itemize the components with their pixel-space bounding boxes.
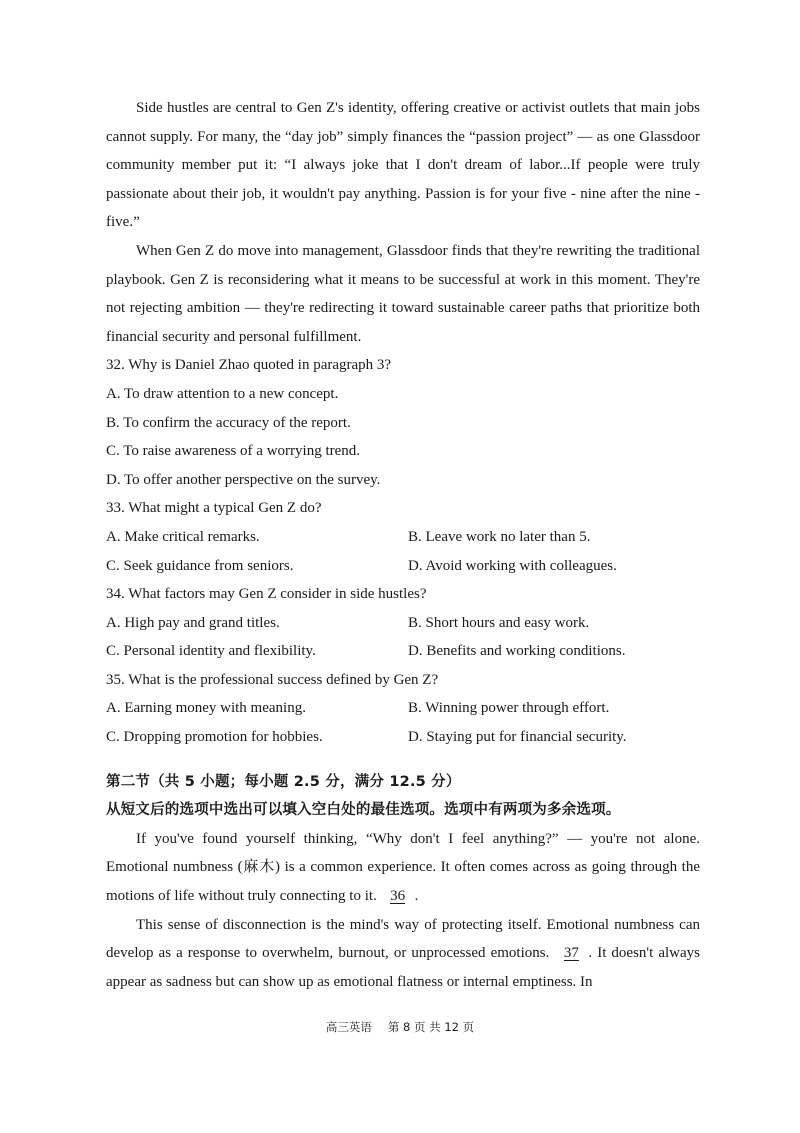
question-stem: 33. What might a typical Gen Z do? bbox=[106, 500, 322, 517]
footer-page-number: 第 8 页 共 12 页 bbox=[387, 1020, 475, 1034]
section-2-heading: 第二节（共 5 小题；每小题 2.5 分，满分 12.5 分） bbox=[106, 773, 461, 790]
paragraph-text: . bbox=[414, 888, 419, 905]
option-c: C. Dropping promotion for hobbies. bbox=[106, 729, 323, 746]
option-d: D. To offer another perspective on the survey. bbox=[106, 471, 381, 488]
option-d: D. Avoid working with colleagues. bbox=[408, 557, 617, 574]
footer-subject: 高三英语 bbox=[325, 1020, 372, 1034]
option-b: B. Short hours and easy work. bbox=[408, 614, 590, 631]
question-32 bbox=[106, 351, 700, 494]
passage2-paragraph-1 bbox=[106, 825, 700, 911]
passage-paragraph-1: Side hustles are central to Gen Z's identity, offering creative or activist outlets that main jobs cannot supply. For many, the “day job” simply finances the “passion project” — as one Glassdoor community member put it: “I always joke that I don't dream of labor...If people were truly passionate about their job, it wouldn't pay anything. Passion is for your five - nine after the nine - five.” bbox=[106, 100, 700, 231]
passage-paragraph-2: When Gen Z do move into management, Glassdoor finds that they're rewriting the traditional playbook. Gen Z is reconsidering what it means to be successful at work in this moment. They're not rejecting ambition — they're redirecting it toward sustainable career paths that prioritize both financial security and personal fulfillment. bbox=[106, 242, 700, 345]
question-35 bbox=[106, 666, 700, 752]
option-a: A. High pay and grand titles. bbox=[106, 614, 280, 631]
options-row bbox=[106, 694, 700, 723]
paragraph-text: This sense of disconnection is the mind's way of protecting itself. Emotional numbness can develop as a response to overwhelm, burnout, or unprocessed emotions. bbox=[106, 916, 700, 962]
option-a: A. Make critical remarks. bbox=[106, 528, 260, 545]
question-stem: 32. Why is Daniel Zhao quoted in paragraph 3? bbox=[106, 357, 392, 374]
option-c: C. Personal identity and flexibility. bbox=[106, 643, 316, 660]
paragraph-text: . It doesn't always appear as sadness but can show up as emotional flatness or internal emptiness. In bbox=[106, 945, 700, 990]
question-stem: 34. What factors may Gen Z consider in side hustles? bbox=[106, 586, 427, 603]
option-b: B. Leave work no later than 5. bbox=[408, 528, 591, 545]
option-b: B. To confirm the accuracy of the report. bbox=[106, 414, 351, 431]
section-2-instruction: 从短文后的选项中选出可以填入空白处的最佳选项。选项中有两项为多余选项。 bbox=[106, 802, 621, 819]
options-row bbox=[106, 723, 700, 752]
options-row bbox=[106, 523, 700, 552]
blank-36: 36 bbox=[390, 888, 406, 905]
option-d: D. Benefits and working conditions. bbox=[408, 643, 626, 660]
option-a: A. To draw attention to a new concept. bbox=[106, 385, 339, 402]
question-34 bbox=[106, 580, 700, 666]
option-c: C. Seek guidance from seniors. bbox=[106, 557, 294, 574]
blank-37: 37 bbox=[563, 945, 579, 962]
section-gap bbox=[106, 752, 700, 768]
paragraph-text: If you've found yourself thinking, “Why don't I feel anything?” — you're not alone. Emotional numbness (麻木) is a common experience. It often comes across as going through the motions of life without truly connecting to it. bbox=[106, 830, 700, 905]
option-d: D. Staying put for financial security. bbox=[408, 729, 627, 746]
options-row bbox=[106, 552, 700, 581]
question-33 bbox=[106, 494, 700, 580]
option-a: A. Earning money with meaning. bbox=[106, 700, 306, 717]
question-stem: 35. What is the professional success defined by Gen Z? bbox=[106, 671, 439, 688]
page-footer bbox=[0, 1019, 800, 1035]
option-b: B. Winning power through effort. bbox=[408, 700, 610, 717]
option-c: C. To raise awareness of a worrying trend. bbox=[106, 443, 361, 460]
options-row bbox=[106, 609, 700, 638]
options-row bbox=[106, 637, 700, 666]
page-content bbox=[106, 94, 700, 996]
passage2-paragraph-2 bbox=[106, 911, 700, 997]
